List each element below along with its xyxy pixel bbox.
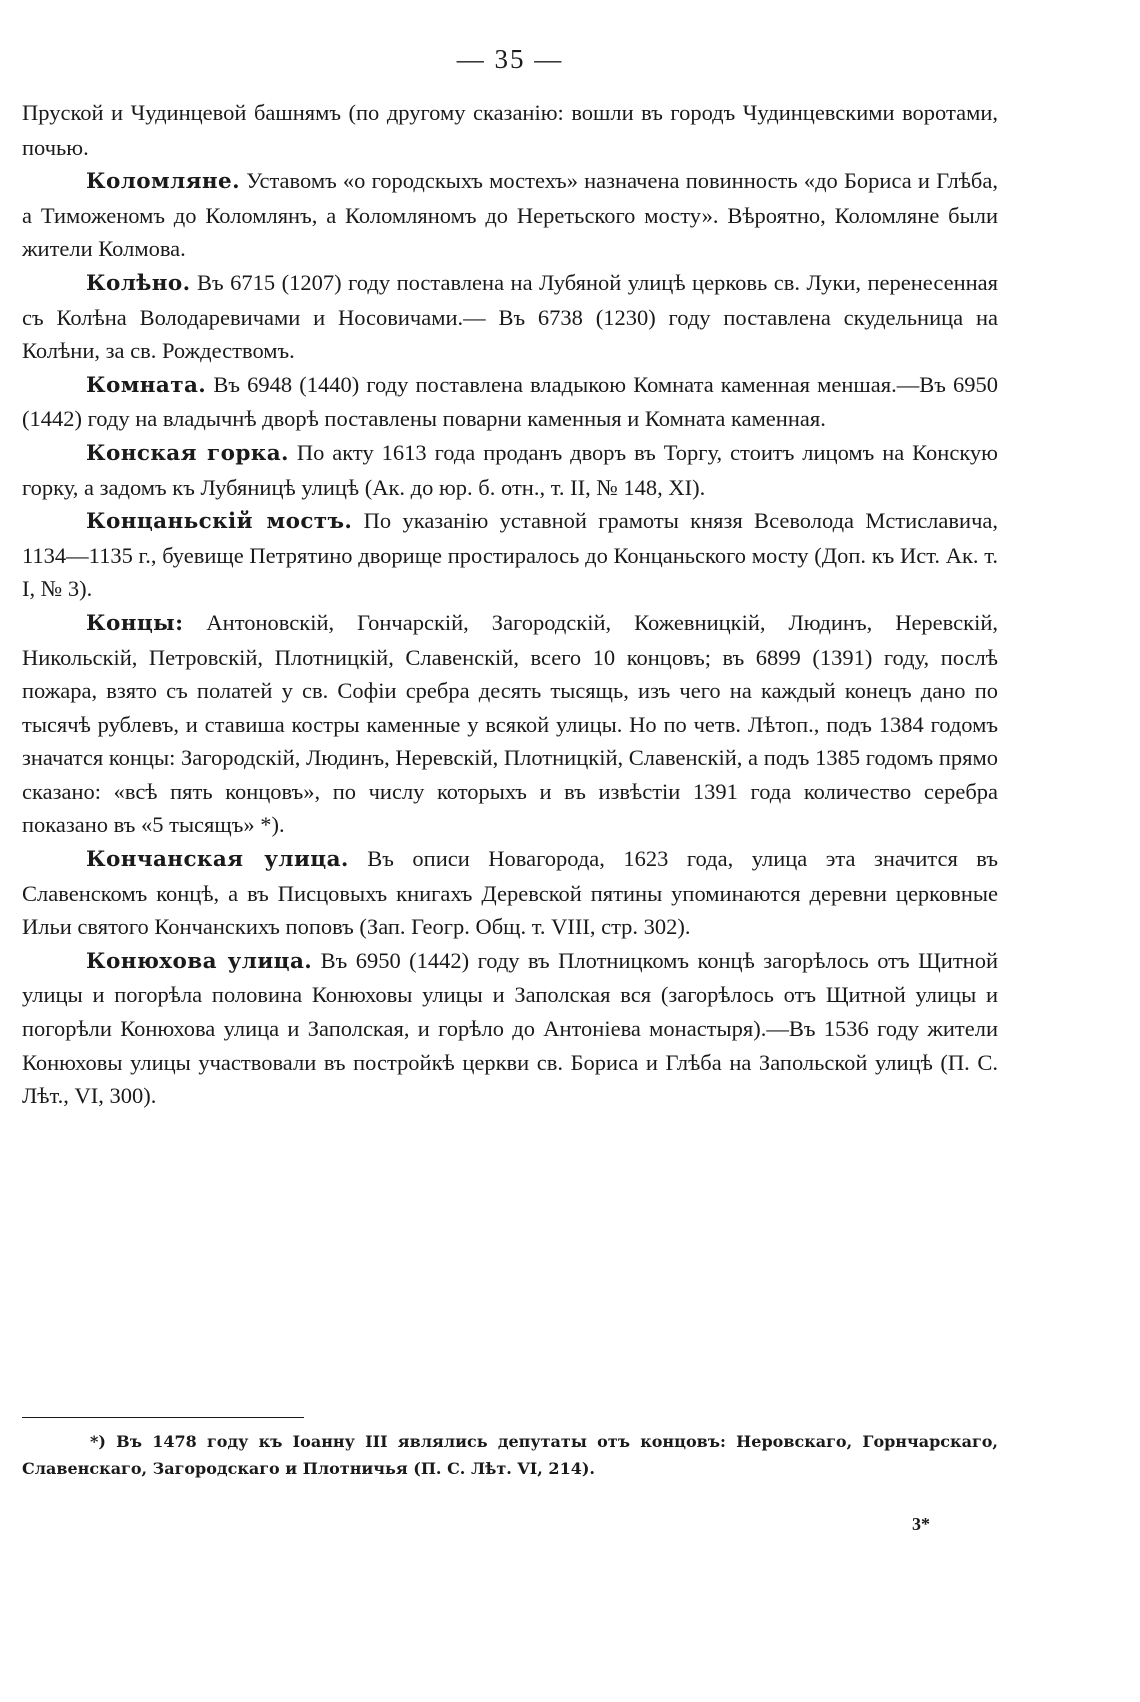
entry-text: По акту 1613 года проданъ дворъ въ Торгу, стоитъ лицомъ на Конскую горку, а задомъ къ Лубяницѣ улицѣ (Ак. до юр. б. отн., т. II, № 148, XI). bbox=[22, 439, 998, 500]
body-text bbox=[22, 96, 998, 1113]
paragraph bbox=[22, 368, 998, 436]
entry-headword: Комната. bbox=[86, 372, 207, 398]
entry-headword: Колѣно. bbox=[86, 270, 191, 296]
entry-headword: Концы: bbox=[86, 610, 184, 636]
entry-text: По указанію уставной грамоты князя Всеволода Мстиславича, 1134—1135 г., буевище Петрятино дворище простиралось до Концаньского мосту (Доп. къ Ист. Ак. т. I, № 3). bbox=[22, 508, 998, 602]
paragraph bbox=[22, 164, 998, 266]
entry-text: Въ 6948 (1440) году поставлена владыкою Комната каменная меншая.—Въ 6950 (1442) году на владычнѣ дворѣ поставлены поварни каменныя и Комната каменная. bbox=[22, 371, 998, 432]
entry-text: Въ 6950 (1442) году въ Плотницкомъ концѣ загорѣлось отъ Щитной улицы и погорѣла половина Конюховы улицы и Заполская вся (загорѣлось отъ Щитной улицы и погорѣли Конюхова улица и Заполская, и горѣло до Антоніева монастыря).—Въ 1536 году жители Конюховы улицы участвовали въ постройкѣ церкви св. Бориса и Глѣба на Запольской улицѣ (П. С. Лѣт., VI, 300). bbox=[22, 947, 998, 1109]
entry-headword: Конюхова улица. bbox=[86, 948, 313, 974]
entry-headword: Коломляне. bbox=[86, 169, 241, 195]
paragraph bbox=[22, 504, 998, 606]
paragraph bbox=[22, 266, 998, 368]
entry-text: Пруской и Чудинцевой башнямъ (по другому сказанію: вошли въ городъ Чудинцевскими воротами, почью. bbox=[22, 100, 998, 160]
entry-text: Въ 6715 (1207) году поставлена на Лубяной улицѣ церковь св. Луки, перенесенная съ Колѣна Володаревичами и Носовичами.— Въ 6738 (1230) году поставлена скудельница на Колѣни, за св. Рождествомъ. bbox=[22, 269, 998, 364]
entry-headword: Кончанская улица. bbox=[86, 847, 349, 873]
paragraph bbox=[22, 96, 998, 164]
entry-text: Въ описи Новагорода, 1623 года, улица эта значится въ Славенскомъ концѣ, а въ Писцовыхъ книгахъ Деревской пятины упоминаются деревни церковные Ильи святого Кончанскихъ поповъ (Зап. Геогр. Общ. т. VIII, стр. 302). bbox=[22, 846, 998, 940]
entry-headword: Конская горка. bbox=[86, 440, 289, 466]
footnote-rule bbox=[22, 1417, 304, 1418]
signature-mark: 3* bbox=[912, 1514, 930, 1534]
paragraph bbox=[22, 606, 998, 842]
entry-headword: Концаньскій мостъ. bbox=[86, 509, 353, 535]
paragraph bbox=[22, 436, 998, 504]
paragraph bbox=[22, 944, 998, 1113]
paragraph bbox=[22, 842, 998, 944]
page-number: — 35 — bbox=[456, 44, 564, 74]
footnote: *) Въ 1478 году къ Іоанну III являлись депутаты отъ концовъ: Неровскаго, Горнчарскаго, Славенскаго, Загородскаго и Плотничья (П. С. Лѣт. VI, 214). bbox=[22, 1432, 998, 1478]
entry-text: Уставомъ «о городскыхъ мостехъ» назначена повинность «до Бориса и Глѣба, а Тиможеномъ до Коломлянъ, а Коломляномъ до Неретьского мосту». Вѣроятно, Коломляне были жители Колмова. bbox=[22, 168, 998, 262]
entry-text: Антоновскій, Гончарскій, Загородскій, Кожевницкій, Людинъ, Неревскій, Никольскій, Петровскій, Плотницкій, Славенскій, всего 10 концовъ; въ 6899 (1391) году, послѣ пожара, взято съ полатей у св. Софіи сребра десять тысящь, изъ чего на каждый конецъ дано по тысячѣ рублевъ, и ставиша костры каменные у всякой улицы. Но по четв. Лѣтоп., подъ 1384 годомъ значатся концы: Загородскій, Людинъ, Неревскій, Плотницкій, Славенскій, а подъ 1385 годомъ прямо сказано: «всѣ пять концовъ», по числу которыхъ и въ извѣстіи 1391 года количество серебра показано въ «5 тысящъ» *). bbox=[22, 609, 998, 838]
